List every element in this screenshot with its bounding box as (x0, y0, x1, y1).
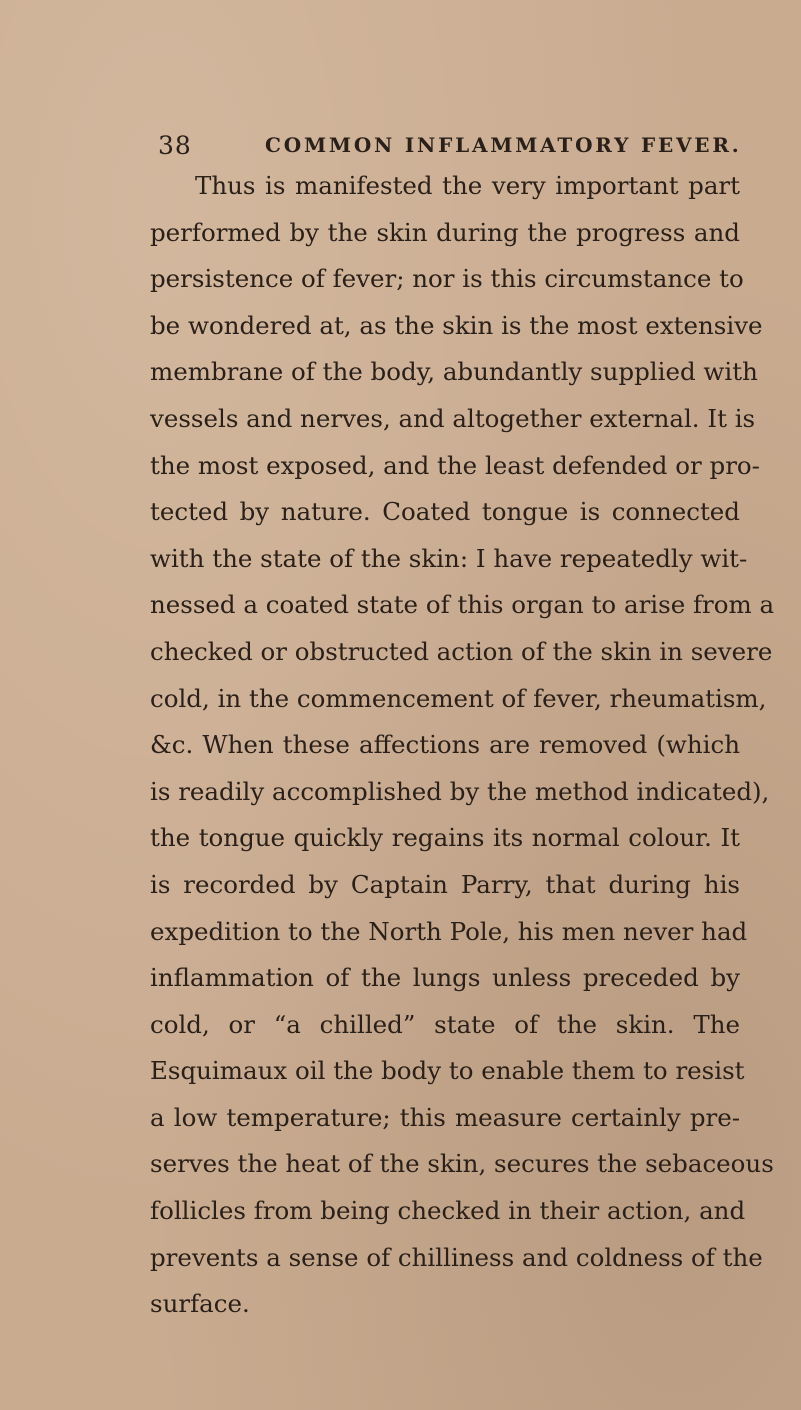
text-line: vessels and nerves, and altogether external. It is (150, 403, 756, 433)
text-line: prevents a sense of chilliness and coldness of the (150, 1242, 763, 1272)
text-line: cold, or “a chilled” state of the skin. The (150, 1009, 740, 1039)
text-line: a low temperature; this measure certainly pre- (150, 1102, 740, 1132)
text-line: performed by the skin during the progress and (150, 217, 740, 247)
text-line: is readily accomplished by the method indicated), (150, 776, 770, 806)
text-line: Thus is manifested the very important part (195, 171, 740, 200)
text-line: is recorded by Captain Parry, that during his (150, 869, 740, 899)
text-line: with the state of the skin: I have repeatedly wit- (150, 543, 748, 573)
text-line: expedition to the North Pole, his men never had (150, 916, 748, 946)
text-line: serves the heat of the skin, secures the sebaceous (150, 1149, 774, 1179)
text-line: membrane of the body, abundantly supplied with (150, 357, 758, 387)
text-line: inflammation of the lungs unless preceded by (150, 963, 740, 993)
text-line: surface. (150, 1289, 250, 1319)
text-line: nessed a coated state of this organ to arise from a (150, 590, 775, 620)
running-head (158, 131, 748, 167)
text-line: follicles from being checked in their action, and (150, 1196, 746, 1226)
text-line: the tongue quickly regains its normal colour. It (150, 823, 740, 853)
text-line: Esquimaux oil the body to enable them to resist (150, 1056, 745, 1086)
page-number: 38 (158, 131, 192, 160)
text-line: the most exposed, and the least defended or pro- (150, 450, 760, 480)
text-line: &c. When these affections are removed (which (150, 730, 740, 760)
text-line: cold, in the commencement of fever, rheumatism, (150, 683, 767, 713)
text-line: checked or obstructed action of the skin in severe (150, 636, 773, 666)
running-title: COMMON INFLAMMATORY FEVER. (265, 133, 742, 157)
text-line: be wondered at, as the skin is the most extensive (150, 310, 763, 340)
text-line: persistence of fever; nor is this circumstance to (150, 264, 744, 294)
text-line: tected by nature. Coated tongue is connected (150, 497, 740, 527)
body-paragraph (150, 163, 775, 1328)
